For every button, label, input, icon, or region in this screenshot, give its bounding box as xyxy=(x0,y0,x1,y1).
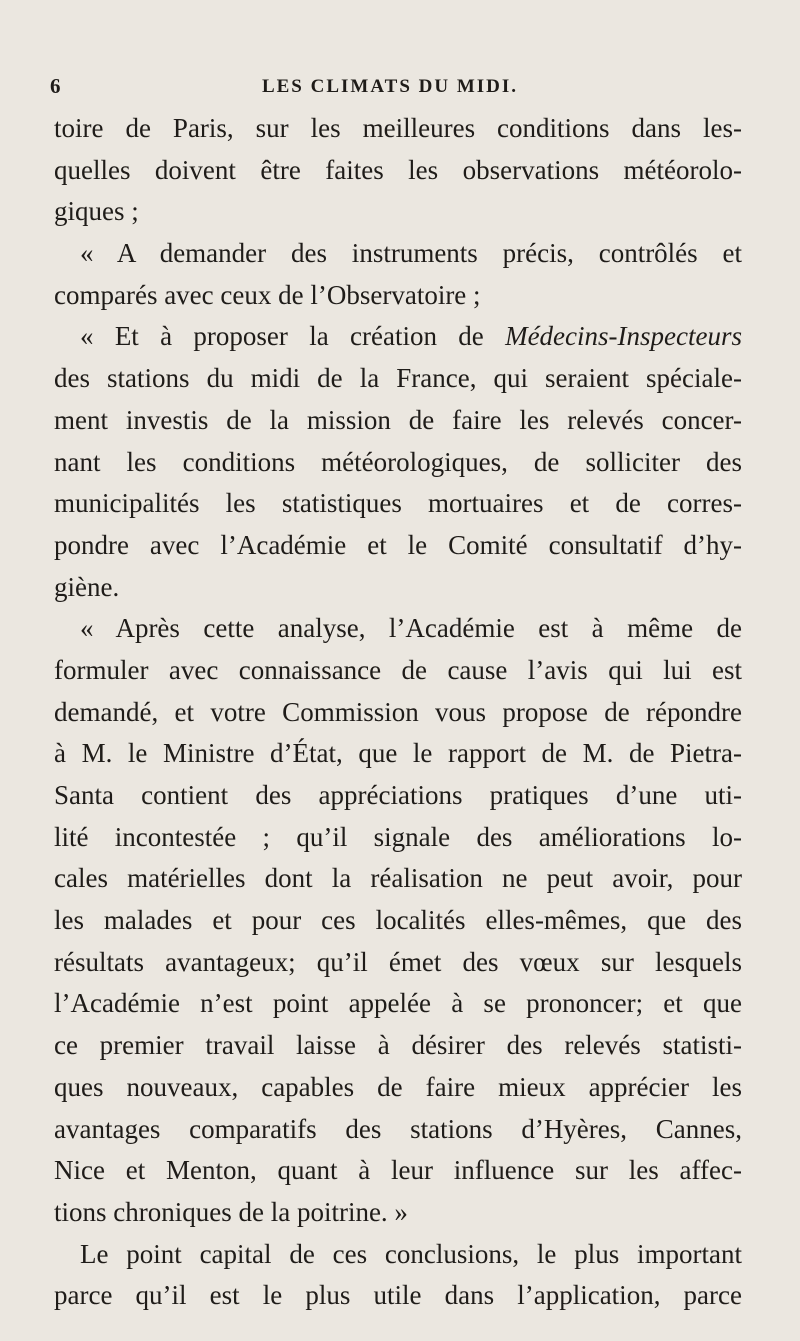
text-line xyxy=(54,733,742,775)
text-segment: ques nouveaux, capables de faire mieux apprécier les xyxy=(54,1071,742,1102)
text-line xyxy=(54,1067,742,1109)
text-line xyxy=(54,316,742,358)
text-line xyxy=(54,108,742,150)
text-segment: des stations du midi de la France, qui seraient spéciale- xyxy=(54,363,742,394)
text-line xyxy=(54,692,742,734)
text-line xyxy=(54,442,742,484)
page-number: 6 xyxy=(50,74,62,98)
text-segment: lité incontestée ; qu’il signale des améliorations lo- xyxy=(54,821,742,852)
running-title: LES CLIMATS DU MIDI. xyxy=(261,76,519,97)
text-line xyxy=(54,817,742,859)
text-line xyxy=(54,191,742,233)
text-segment: toire de Paris, sur les meilleures conditions dans les- xyxy=(54,113,742,143)
text-segment: parce qu’il est le plus utile dans l’application, parce xyxy=(54,1280,742,1311)
text-segment: les malades et pour ces localités elles-mêmes, que des xyxy=(54,905,742,936)
text-segment: Santa contient des appréciations pratiques d’une uti- xyxy=(54,780,742,810)
text-line xyxy=(54,858,742,900)
text-segment: giène. xyxy=(54,571,120,602)
text-segment: ment investis de la mission de faire les relevés concer- xyxy=(54,404,742,435)
text-segment: « Et à proposer la création de xyxy=(80,321,506,352)
text-line xyxy=(54,275,742,317)
text-segment: giques ; xyxy=(54,196,139,227)
text-segment: municipalités les statistiques mortuaires et de corres- xyxy=(54,488,742,519)
text-line xyxy=(54,775,742,817)
text-line xyxy=(54,1025,742,1067)
text-segment: quelles doivent être faites les observations météorolo- xyxy=(54,154,742,185)
text-segment: nant les conditions météorologiques, de solliciter des xyxy=(54,446,742,477)
text-line xyxy=(54,1150,742,1192)
text-line xyxy=(54,525,742,567)
text-segment: comparés avec ceux de l’Observatoire ; xyxy=(54,279,481,310)
text-line xyxy=(54,1192,742,1234)
text-segment: cales matérielles dont la réalisation ne peut avoir, pour xyxy=(54,863,742,894)
text-segment: ce premier travail laisse à désirer des relevés statisti- xyxy=(54,1030,742,1061)
text-segment: avantages comparatifs des stations d’Hyères, Cannes, xyxy=(54,1113,742,1144)
text-line xyxy=(54,608,742,650)
text-segment: Nice et Menton, quant à leur influence sur les affec- xyxy=(54,1155,742,1186)
text-segment: pondre avec l’Académie et le Comité consultatif d’hy- xyxy=(54,529,742,560)
text-line xyxy=(54,650,742,692)
text-segment: à M. le Ministre d’État, que le rapport de M. de Pietra- xyxy=(54,738,742,769)
text-line xyxy=(54,400,742,442)
text-line xyxy=(54,1234,742,1276)
text-line xyxy=(54,1109,742,1151)
page-header xyxy=(50,74,730,104)
text-segment: formuler avec connaissance de cause l’avis qui lui est xyxy=(54,654,742,685)
text-line xyxy=(54,483,742,525)
text-line xyxy=(54,900,742,942)
text-segment: demandé, et votre Commission vous propose de répondre xyxy=(54,696,742,727)
text-line xyxy=(54,1275,742,1317)
text-segment: Le point capital de ces conclusions, le plus important xyxy=(80,1238,742,1269)
text-segment: résultats avantageux; qu’il émet des vœux sur lesquels xyxy=(54,946,742,977)
text-line xyxy=(54,233,742,275)
text-line xyxy=(54,942,742,984)
text-line xyxy=(54,358,742,400)
text-segment: l’Académie n’est point appelée à se prononcer; et que xyxy=(54,988,742,1019)
text-line xyxy=(54,567,742,609)
italic-text-segment: Médecins-Inspecteurs xyxy=(505,321,742,352)
text-segment: « Après cette analyse, l’Académie est à même de xyxy=(80,613,742,644)
text-line xyxy=(54,150,742,192)
body-text xyxy=(54,108,742,1317)
text-segment: « A demander des instruments précis, contrôlés et xyxy=(80,238,742,269)
text-line xyxy=(54,983,742,1025)
text-segment: tions chroniques de la poitrine. » xyxy=(54,1196,408,1227)
